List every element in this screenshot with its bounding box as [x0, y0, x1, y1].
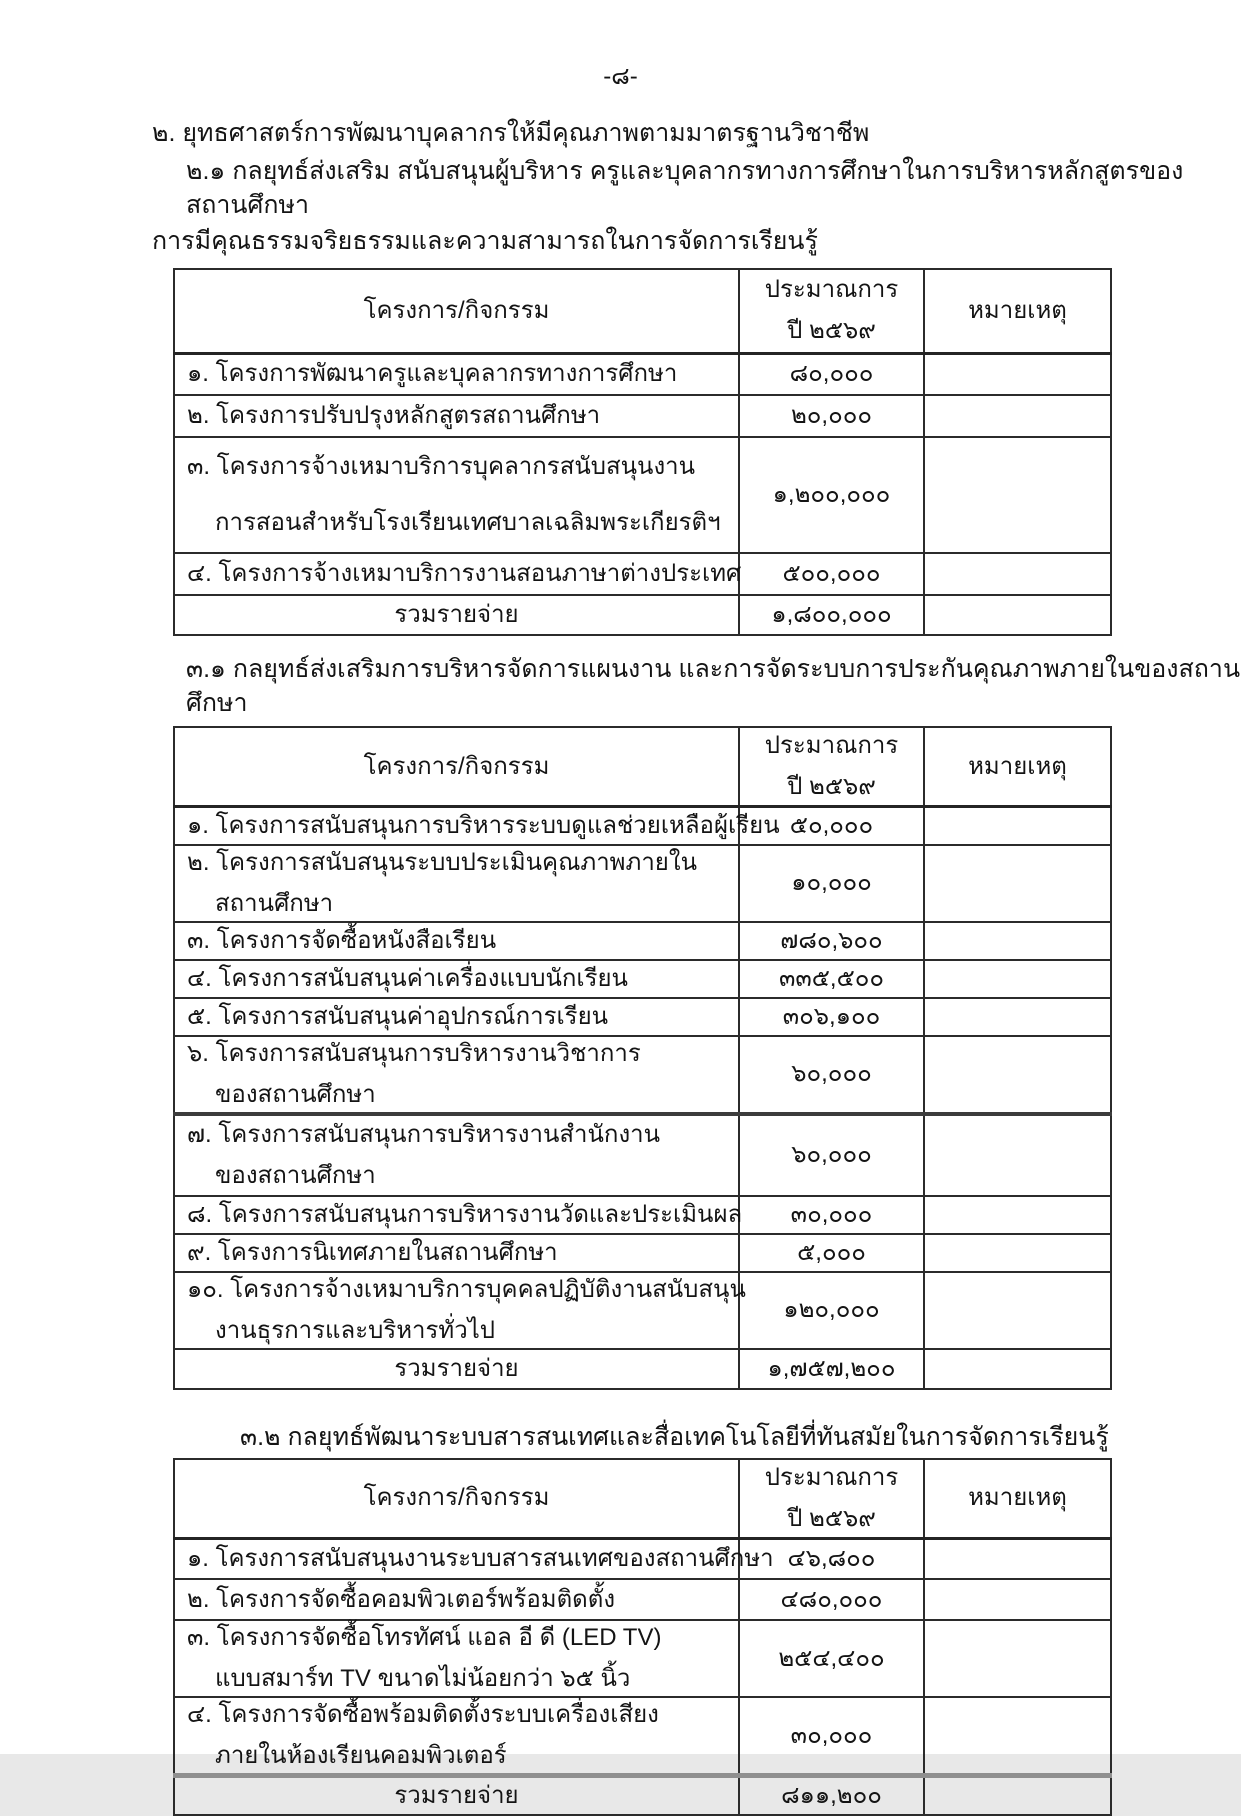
- remark-cell: [924, 1697, 1111, 1776]
- project-line-1: ๘. โครงการสนับสนุนการบริหารงานวัดและประเมินผล: [187, 1200, 743, 1228]
- amount-cell: ๑๒๐,๐๐๐: [739, 1272, 924, 1349]
- amount-cell: ๕๐๐,๐๐๐: [739, 553, 924, 595]
- project-line-2: แบบสมาร์ท TV ขนาดไม่น้อยกว่า ๖๕ นิ้ว: [215, 1665, 631, 1692]
- project-cell: [174, 1697, 739, 1776]
- table-row: [174, 1579, 1111, 1620]
- project-line-1: ๗. โครงการสนับสนุนการบริหารงานสำนักงาน: [187, 1120, 661, 1148]
- remark-cell: [924, 1036, 1111, 1114]
- table-row: [174, 1196, 1111, 1234]
- project-cell: [174, 1272, 746, 1349]
- project-line-2: ภายในห้องเรียนคอมพิวเตอร์: [215, 1742, 507, 1769]
- remark-cell: [924, 1776, 1111, 1815]
- remark-cell: [924, 845, 1111, 922]
- table-row: [174, 1620, 1111, 1697]
- column-header-budget: ประมาณการ ปี ๒๕๖๙: [739, 1459, 924, 1539]
- table-row: [174, 437, 1111, 553]
- project-line-1: ๖. โครงการสนับสนุนการบริหารงานวิชาการ: [187, 1039, 641, 1067]
- column-header-project: โครงการ/กิจกรรม: [174, 1459, 739, 1539]
- remark-cell: [924, 1196, 1111, 1234]
- remark-cell: [924, 1579, 1111, 1620]
- project-cell: [174, 807, 780, 845]
- amount-cell: ๓๐,๐๐๐: [739, 1697, 924, 1776]
- project-line-1: ๓. โครงการจัดซื้อหนังสือเรียน: [187, 926, 497, 954]
- total-label-cell: รวมรายจ่าย: [174, 1349, 739, 1389]
- amount-cell: ๗๘๐,๖๐๐: [739, 922, 924, 960]
- table-row: [174, 1538, 1111, 1579]
- column-header-project: โครงการ/กิจกรรม: [174, 727, 739, 807]
- column-header-budget: ประมาณการ ปี ๒๕๖๙: [739, 727, 924, 807]
- column-header-remark: หมายเหตุ: [924, 269, 1111, 353]
- project-line-1: ๓. โครงการจัดซื้อโทรทัศน์ แอล อี ดี (LED TV): [187, 1624, 662, 1651]
- project-cell: [174, 437, 739, 553]
- project-line-1: ๙. โครงการนิเทศภายในสถานศึกษา: [187, 1238, 558, 1266]
- table-row: [174, 553, 1111, 595]
- total-label-cell: รวมรายจ่าย: [174, 595, 739, 635]
- project-line-2: ของสถานศึกษา: [215, 1161, 376, 1189]
- amount-cell: ๒๕๔,๔๐๐: [739, 1620, 924, 1697]
- project-line-1: ๒. โครงการปรับปรุงหลักสูตรสถานศึกษา: [187, 402, 601, 429]
- project-cell: [174, 1579, 739, 1620]
- project-line-1: ๔. โครงการจัดซื้อพร้อมติดตั้งระบบเครื่องเสียง: [187, 1701, 659, 1728]
- amount-cell: ๕,๐๐๐: [739, 1234, 924, 1272]
- total-amount-cell: ๑,๘๐๐,๐๐๐: [739, 595, 924, 635]
- budget-table-3-1: [173, 726, 1112, 1390]
- project-cell: [174, 1538, 774, 1579]
- table-row: [174, 1114, 1111, 1196]
- table-row: [174, 1272, 1111, 1349]
- table-row: [174, 807, 1111, 845]
- budget-table-3-2: [173, 1458, 1112, 1816]
- table-row: [174, 395, 1111, 437]
- remark-cell: [924, 1538, 1111, 1579]
- budget-table-2-1: [173, 268, 1112, 636]
- section-3-2-title: ๓.๒ กลยุทธ์พัฒนาระบบสารสนเทศและสื่อเทคโนโลยีที่ทันสมัยในการจัดการเรียนรู้: [240, 1422, 1109, 1451]
- project-line-1: ๔. โครงการสนับสนุนค่าเครื่องแบบนักเรียน: [187, 964, 628, 992]
- amount-cell: ๓๐๖,๑๐๐: [739, 998, 924, 1036]
- amount-cell: ๔๖,๘๐๐: [739, 1538, 924, 1579]
- column-header-remark: หมายเหตุ: [924, 727, 1111, 807]
- heading-strategy-2-1: ๒.๑ กลยุทธ์ส่งเสริม สนับสนุนผู้บริหาร ครูและบุคลากรทางการศึกษาในการบริหารหลักสูตรของสถานศึกษา: [186, 157, 1184, 219]
- remark-cell: [924, 807, 1111, 845]
- heading-strategy-2-1-cont: การมีคุณธรรมจริยธรรมและความสามารถในการจัดการเรียนรู้: [152, 227, 818, 255]
- remark-cell: [924, 960, 1111, 998]
- project-cell: [174, 845, 739, 922]
- table-header-row: [174, 727, 1111, 807]
- project-cell: [174, 1114, 739, 1196]
- project-line-1: ๓. โครงการจ้างเหมาบริการบุคลากรสนับสนุนงาน: [187, 453, 696, 480]
- remark-cell: [924, 437, 1111, 553]
- project-cell: [174, 395, 739, 437]
- table-row: [174, 922, 1111, 960]
- project-cell: [174, 1036, 739, 1114]
- column-header-budget: ประมาณการ ปี ๒๕๖๙: [739, 269, 924, 353]
- project-cell: [174, 1234, 739, 1272]
- table-row: [174, 998, 1111, 1036]
- column-header-project: โครงการ/กิจกรรม: [174, 269, 739, 353]
- project-cell: [174, 553, 742, 595]
- project-line-2: ของสถานศึกษา: [215, 1080, 376, 1108]
- total-row: [174, 1349, 1111, 1389]
- table-row: [174, 845, 1111, 922]
- amount-cell: ๖๐,๐๐๐: [739, 1036, 924, 1114]
- column-header-remark: หมายเหตุ: [924, 1459, 1111, 1539]
- project-cell: [174, 922, 739, 960]
- total-label-cell: รวมรายจ่าย: [174, 1776, 739, 1815]
- project-line-1: ๔. โครงการจ้างเหมาบริการงานสอนภาษาต่างประเทศ: [187, 560, 742, 587]
- remark-cell: [924, 1349, 1111, 1389]
- remark-cell: [924, 353, 1111, 395]
- remark-cell: [924, 1620, 1111, 1697]
- page-number: -๘-: [603, 63, 638, 90]
- remark-cell: [924, 922, 1111, 960]
- table-header-row: [174, 1459, 1111, 1539]
- heading-strategy-2: ๒. ยุทธศาสตร์การพัฒนาบุคลากรให้มีคุณภาพตามมาตรฐานวิชาชีพ: [152, 119, 870, 147]
- project-line-1: ๑. โครงการสนับสนุนงานระบบสารสนเทศของสถานศึกษา: [187, 1544, 774, 1572]
- remark-cell: [924, 1114, 1111, 1196]
- project-line-1: ๑๐. โครงการจ้างเหมาบริการบุคคลปฏิบัติงานสนับสนุน: [187, 1275, 746, 1303]
- amount-cell: ๓๓๕,๕๐๐: [739, 960, 924, 998]
- amount-cell: ๑,๒๐๐,๐๐๐: [739, 437, 924, 553]
- project-cell: [174, 960, 739, 998]
- project-cell: [174, 1620, 739, 1697]
- table-row: [174, 1234, 1111, 1272]
- table-header-row: [174, 269, 1111, 353]
- remark-cell: [924, 1234, 1111, 1272]
- project-cell: [174, 998, 739, 1036]
- total-row: [174, 1776, 1111, 1815]
- project-line-1: ๑. โครงการสนับสนุนการบริหารระบบดูแลช่วยเหลือผู้เรียน: [187, 811, 780, 839]
- project-line-1: ๕. โครงการสนับสนุนค่าอุปกรณ์การเรียน: [187, 1002, 609, 1030]
- remark-cell: [924, 998, 1111, 1036]
- project-line-1: ๒. โครงการจัดซื้อคอมพิวเตอร์พร้อมติดตั้ง: [187, 1585, 616, 1613]
- section-3-1-title: ๓.๑ กลยุทธ์ส่งเสริมการบริหารจัดการแผนงาน และการจัดระบบการประกันคุณภาพภายในของสถานศึกษา: [186, 655, 1241, 717]
- table-row: [174, 1036, 1111, 1114]
- project-line-2: งานธุรการและบริหารทั่วไป: [215, 1316, 496, 1344]
- amount-cell: ๖๐,๐๐๐: [739, 1114, 924, 1196]
- remark-cell: [924, 1272, 1111, 1349]
- total-amount-cell: ๘๑๑,๒๐๐: [739, 1776, 924, 1815]
- project-cell: [174, 353, 739, 395]
- amount-cell: ๕๐,๐๐๐: [739, 807, 924, 845]
- amount-cell: ๒๐,๐๐๐: [739, 395, 924, 437]
- project-line-1: ๑. โครงการพัฒนาครูและบุคลากรทางการศึกษา: [187, 360, 678, 388]
- amount-cell: ๑๐,๐๐๐: [739, 845, 924, 922]
- project-line-2: สถานศึกษา: [215, 889, 334, 917]
- total-row: [174, 595, 1111, 635]
- table-row: [174, 960, 1111, 998]
- table-row: [174, 353, 1111, 395]
- amount-cell: ๔๘๐,๐๐๐: [739, 1579, 924, 1620]
- amount-cell: ๓๐,๐๐๐: [739, 1196, 924, 1234]
- table-row: [174, 1697, 1111, 1776]
- project-line-2: การสอนสำหรับโรงเรียนเทศบาลเฉลิมพระเกียรติฯ: [215, 509, 721, 536]
- project-cell: [174, 1196, 743, 1234]
- project-line-1: ๒. โครงการสนับสนุนระบบประเมินคุณภาพภายใน: [187, 848, 697, 876]
- remark-cell: [924, 553, 1111, 595]
- amount-cell: ๘๐,๐๐๐: [739, 353, 924, 395]
- total-amount-cell: ๑,๗๕๗,๒๐๐: [739, 1349, 924, 1389]
- remark-cell: [924, 395, 1111, 437]
- remark-cell: [924, 595, 1111, 635]
